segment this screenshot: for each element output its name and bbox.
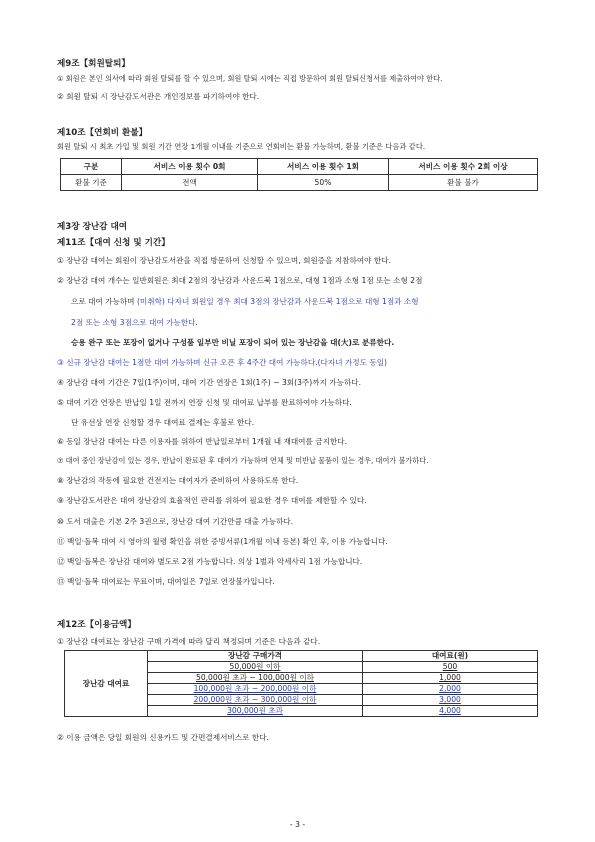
article-11-line: ② 장난감 대여 개수는 일반회원은 최대 2점의 장난감과 사운드북 1점으로, 대형 1점과 소형 1점 또는 소형 2점 — [57, 276, 423, 285]
refund-cell: 전액 — [122, 175, 258, 191]
chapter-3-title: 제3장 장난감 대여 — [57, 222, 128, 232]
article-11-line: ③ 신규 장난감 대여는 1점만 대여 가능하며 신규 오픈 후 4주간 대여 가능하다.(다자녀 가정도 동일) — [57, 358, 388, 367]
article-11-line: ⑧ 장난감의 작동에 필요한 건전지는 대여자가 준비하여 사용하도록 한다. — [57, 476, 299, 485]
refund-table — [60, 158, 538, 191]
article-11-line: ⑫ 백일·돌복은 장난감 대여와 별도로 2점 가능합니다. 의상 1벌과 악세사리 1점 가능합니다. — [57, 557, 363, 566]
fee-amount-cell: 3,000 — [363, 695, 538, 706]
fee-price-cell: 50,000원 초과 ~ 100,000원 이하 — [148, 673, 363, 684]
fee-amount-cell: 500 — [363, 662, 538, 673]
article-12-title: 제12조【이용금액】 — [57, 620, 136, 630]
fee-amount-cell: 1,000 — [363, 673, 538, 684]
article-10-title: 제10조【연회비 환불】 — [57, 128, 148, 138]
article-12-outro: ② 이용 금액은 당일 회원의 신용카드 및 간편결제서비스로 한다. — [57, 733, 269, 742]
article-11-line: 승용 완구 또는 포장이 없거나 구성품 일부만 비닐 포장이 되어 있는 장난감을 대(大)로 분류한다. — [71, 338, 395, 347]
article-9-title: 제9조【회원탈퇴】 — [57, 59, 130, 69]
fee-row-label: 장난감 대여료 — [65, 651, 148, 717]
article-11-line: ⑥ 동일 장난감 대여는 다른 이용자를 위하여 반납일로부터 1개월 내 재대여를 금지한다. — [57, 437, 348, 446]
refund-header-cell: 서비스 이용 횟수 1회 — [258, 159, 389, 175]
fee-table — [64, 650, 538, 717]
refund-cell: 환불 불가 — [389, 175, 538, 191]
article-11-line: ⑪ 백일·돌복 대여 시 영아의 월령 확인을 위한 증빙서류(1개월 이내 등본) 확인 후, 이용 가능합니다. — [57, 537, 388, 546]
fee-price-cell: 200,000원 초과 ~ 300,000원 이하 — [148, 695, 363, 706]
fee-price-cell: 100,000원 초과 ~ 200,000원 이하 — [148, 684, 363, 695]
refund-header-cell: 구분 — [61, 159, 122, 175]
refund-cell: 환불 기준 — [61, 175, 122, 191]
article-11-title: 제11조【대여 신청 및 기간】 — [57, 238, 170, 248]
article-10-intro: 회원 탈퇴 시 최초 가입 및 회원 기간 연장 1개월 이내를 기준으로 연회비는 환불 가능하며, 환불 기준은 다음과 같다. — [57, 142, 426, 151]
article-11-line: ⑤ 대여 기간 연장은 반납일 1일 전까지 연장 신청 및 대여료 납부를 완료하여야 가능하다. — [57, 398, 352, 407]
article-9-item-2: ② 회원 탈퇴 시 장난감도서관은 개인정보를 파기하여야 한다. — [57, 92, 260, 101]
fee-header-cell: 장난감 구매가격 — [148, 651, 363, 662]
page-number: - 3 - — [289, 820, 306, 829]
article-11-line: ⑬ 백일·돌복 대여료는 무료이며, 대여일은 7일로 연장불가입니다. — [57, 577, 275, 586]
article-12-intro: ① 장난감 대여료는 장난감 구매 가격에 따라 달리 책정되며 기준은 다음과 같다. — [57, 637, 321, 646]
fee-price-cell: 50,000원 이하 — [148, 662, 363, 673]
article-11-line: ① 장난감 대여는 회원이 장난감도서관을 직접 방문하여 신청할 수 있으며, 회원증을 지참하여야 한다. — [57, 256, 392, 265]
article-11-line: ⑩ 도서 대출은 기본 2주 3권으로, 장난감 대여 기간만큼 대출 가능하다. — [57, 517, 294, 526]
refund-header-cell: 서비스 이용 횟수 2회 이상 — [389, 159, 538, 175]
fee-amount-cell: 4,000 — [363, 706, 538, 717]
article-11-line — [71, 297, 419, 307]
line-black-part: 으로 대여 가능하며 — [71, 297, 137, 306]
fee-amount-cell: 2,000 — [363, 684, 538, 695]
article-9-item-1: ① 회원은 본인 의사에 따라 회원 탈퇴를 할 수 있으며, 회원 탈퇴 시에는 직접 방문하여 회원 탈퇴신청서를 제출하여야 한다. — [57, 74, 443, 83]
refund-cell: 50% — [258, 175, 389, 191]
article-11-line: ⑦ 대여 중인 장난감이 있는 경우, 반납이 완료된 후 대여가 가능하며 연체 및 미반납 물품이 있는 경우, 대여가 불가하다. — [57, 456, 429, 465]
article-11-line: 2점 또는 소형 3점으로 대여 가능한다. — [71, 318, 198, 327]
fee-header-cell: 대여료(원) — [363, 651, 538, 662]
fee-price-cell: 300,000원 초과 — [148, 706, 363, 717]
article-11-line: ⑨ 장난감도서관은 대여 장난감의 효율적인 관리를 위하여 필요한 경우 대여를 제한할 수 있다. — [57, 496, 367, 505]
article-11-line: 단 유선상 연장 신청할 경우 대여료 결제는 후불로 한다. — [71, 418, 255, 427]
line-blue-part: (미취학) 다자녀 회원일 경우 최대 3점의 장난감과 사운드북 1점으로 대형 1점과 소형 — [136, 297, 419, 306]
article-11-line: ④ 장난감 대여 기간은 7일(1주)이며, 대여 기간 연장은 1회(1주) ~ 3회(3주)까지 가능하다. — [57, 378, 362, 387]
refund-header-cell: 서비스 이용 횟수 0회 — [122, 159, 258, 175]
